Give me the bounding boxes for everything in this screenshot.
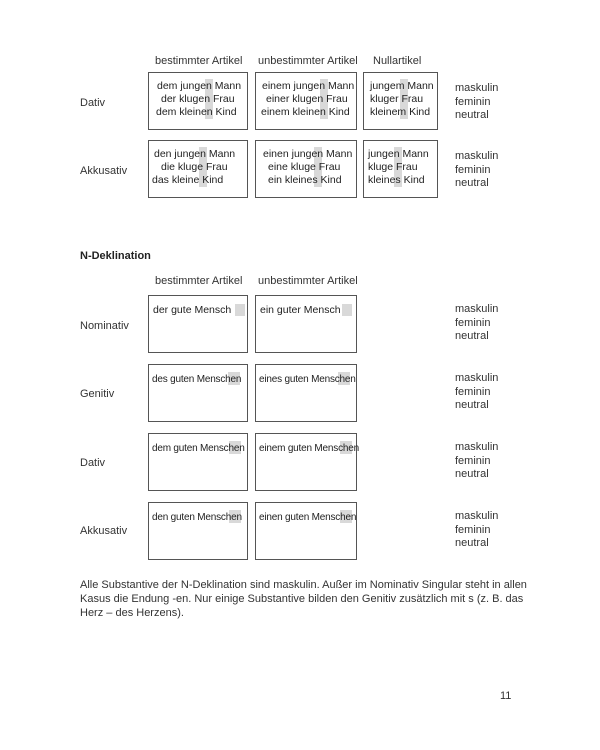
gender-maskulin: maskulin [455, 150, 499, 162]
row-label-dativ: Dativ [80, 457, 106, 469]
cell-text: einen guten Menschen [259, 512, 357, 523]
header-unbestimmter-artikel: unbestimmter Artikel [258, 55, 358, 67]
gender-neutral: neutral [455, 537, 489, 549]
akkusativ-unbestimmt-box [255, 140, 357, 198]
gender-list [455, 441, 498, 482]
akkusativ-nullartikel-line: kluge Frau [368, 161, 418, 173]
gender-feminin: feminin [455, 385, 491, 398]
dativ-unbestimmt-box [255, 433, 357, 491]
gender-list [455, 510, 498, 551]
dativ-unbestimmt-line: einer klugen Frau [266, 93, 348, 105]
akkusativ-bestimmt-box [148, 140, 248, 198]
dativ-bestimmt-line: dem kleinen Kind [156, 106, 237, 118]
row-label-genitiv: Genitiv [80, 388, 115, 400]
cell-text: eines guten Menschen [259, 374, 356, 385]
section-title-n-deklination: N-Deklination [80, 250, 151, 262]
gender-maskulin: maskulin [455, 441, 499, 453]
cell-text: einem guten Menschen [259, 443, 359, 454]
dativ-unbestimmt-line: einem jungen Mann [262, 80, 355, 92]
dativ-bestimmt-line: dem jungen Mann [157, 80, 242, 92]
gender-neutral: neutral [455, 468, 489, 480]
gender-neutral: neutral [455, 177, 489, 189]
akkusativ-bestimmt-line: das kleine Kind [152, 174, 224, 186]
header-nullartikel: Nullartikel [373, 55, 422, 67]
dativ-bestimmt-line: der klugen Frau [161, 93, 235, 105]
akkusativ-unbestimmt-line: einen jungen Mann [263, 148, 353, 160]
akkusativ-bestimmt-line: die kluge Frau [161, 161, 228, 173]
gender-feminin: feminin [455, 523, 491, 536]
row-label-nominativ: Nominativ [80, 320, 129, 332]
page-number: 11 [500, 690, 512, 702]
akkusativ-unbestimmt-line: ein kleines Kind [268, 174, 342, 186]
gender-maskulin: maskulin [455, 303, 499, 315]
gender-maskulin: maskulin [455, 82, 499, 94]
ending-highlight [342, 304, 352, 316]
nominativ-bestimmt-box [148, 295, 248, 353]
cell-text: des guten Menschen [152, 374, 242, 385]
akkusativ-bestimmt-box [148, 502, 248, 560]
gender-maskulin: maskulin [455, 510, 499, 522]
gender-list [455, 303, 498, 344]
gender-maskulin: maskulin [455, 372, 499, 384]
dativ-nullartikel-line: kluger Frau [370, 93, 424, 105]
gender-neutral: neutral [455, 399, 489, 411]
gender-feminin: feminin [455, 316, 491, 329]
header-unbestimmter-artikel: unbestimmter Artikel [258, 275, 358, 287]
row-label-dativ: Dativ [80, 97, 106, 109]
header-bestimmter-artikel: bestimmter Artikel [155, 275, 243, 287]
ending-highlight [235, 304, 245, 316]
akkusativ-nullartikel-line: kleines Kind [368, 174, 425, 186]
akkusativ-nullartikel-line: jungen Mann [368, 148, 429, 160]
nominativ-unbestimmt-box [255, 295, 357, 353]
paragraph-line: Kasus die Endung -en. Nur einige Substantive bilden den Genitiv zusätzlich mit s (z. B. das [80, 593, 524, 605]
dativ-unbestimmt-line: einem kleinen Kind [261, 106, 350, 118]
genitiv-bestimmt-box [148, 364, 248, 422]
cell-text: der gute Mensch [153, 304, 232, 316]
gender-feminin: feminin [455, 163, 491, 176]
akkusativ-nullartikel-box [363, 140, 438, 198]
gender-feminin: feminin [455, 454, 491, 467]
akkusativ-unbestimmt-box [255, 502, 357, 560]
gender-feminin: feminin [455, 95, 491, 108]
dativ-nullartikel-box [363, 72, 438, 130]
dativ-nullartikel-line: jungem Mann [370, 80, 434, 92]
akkusativ-bestimmt-line: den jungen Mann [154, 148, 236, 160]
gender-neutral: neutral [455, 109, 489, 121]
genitiv-unbestimmt-box [255, 364, 357, 422]
gender-list [455, 82, 498, 123]
gender-list [455, 150, 498, 191]
cell-text: dem guten Menschen [152, 443, 245, 454]
akkusativ-unbestimmt-line: eine kluge Frau [268, 161, 341, 173]
gender-list [455, 372, 498, 413]
dativ-bestimmt-box [148, 433, 248, 491]
gender-neutral: neutral [455, 330, 489, 342]
header-bestimmter-artikel: bestimmter Artikel [155, 55, 243, 67]
row-label-akkusativ: Akkusativ [80, 525, 128, 537]
paragraph-line: Alle Substantive der N-Deklination sind maskulin. Außer im Nominativ Singular steht in allen [80, 579, 527, 591]
dativ-nullartikel-line: kleinem Kind [370, 106, 431, 118]
row-label-akkusativ: Akkusativ [80, 165, 128, 177]
dativ-unbestimmt-box [255, 72, 357, 130]
cell-text: den guten Menschen [152, 512, 242, 523]
explanation-paragraph [80, 578, 530, 620]
dativ-bestimmt-box [148, 72, 248, 130]
paragraph-line: Herz – des Herzens). [80, 607, 184, 619]
cell-text: ein guter Mensch [260, 304, 341, 316]
